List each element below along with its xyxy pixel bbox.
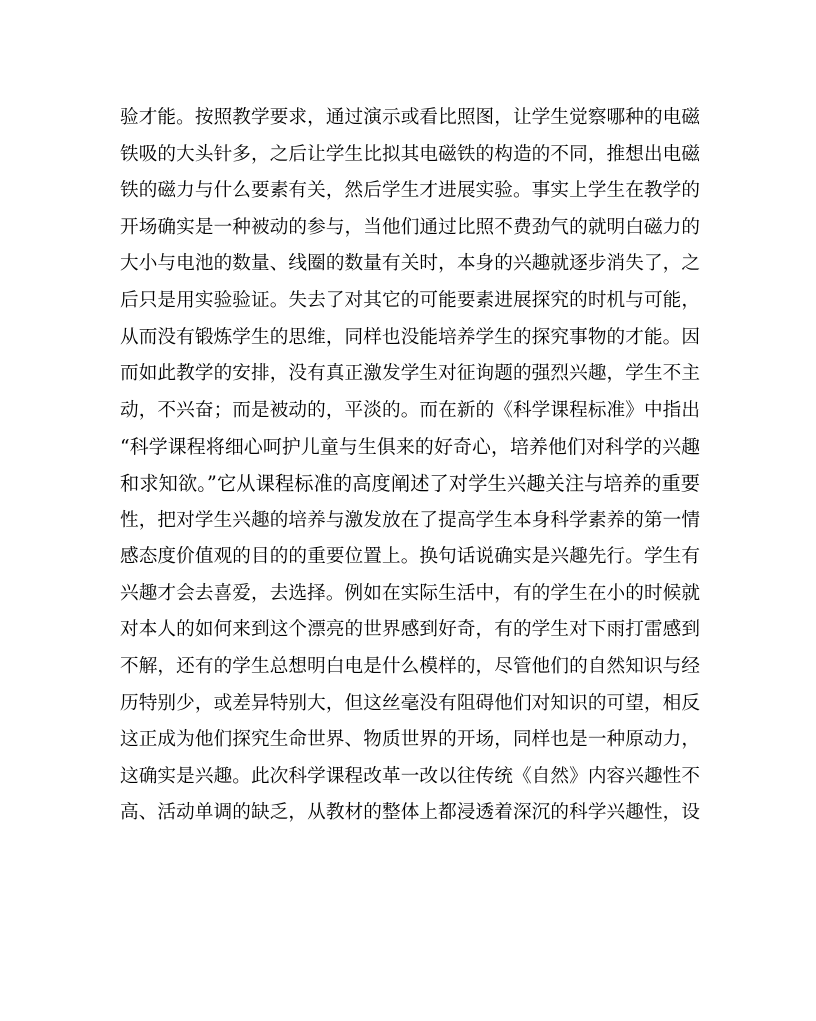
text-line: 开场确实是一种被动的参与，当他们通过比照不费劲气的就明白磁力的 [120, 216, 700, 238]
text-line: 后只是用实验验证。失去了对其它的可能要素进展探究的时机与可能， [120, 289, 700, 311]
text-line: 验才能。按照教学要求，通过演示或看比照图，让学生觉察哪种的电磁 [120, 107, 700, 128]
text-line: 和求知欲。”它从课程标准的高度阐述了对学生兴趣关注与培养的重要 [120, 471, 700, 495]
text-line: 不解，还有的学生总想明白电是什么模样的，尽管他们的自然知识与经 [120, 655, 700, 677]
text-line: 对本人的如何来到这个漂亮的世界感到好奇，有的学生对下雨打雷感到 [120, 619, 700, 641]
text-line: “科学课程将细心呵护儿童与生俱来的好奇心，培养他们对科学的兴趣 [120, 436, 700, 459]
body-text [120, 100, 700, 832]
text-line: 从而没有锻炼学生的思维，同样也没能培养学生的探究事物的才能。因 [120, 326, 700, 348]
text-line: 而如此教学的安排，没有真正激发学生对征询题的强烈兴趣，学生不主 [120, 363, 700, 385]
text-line: 这确实是兴趣。此次科学课程改革一改以往传统《自然》内容兴趣性不 [120, 765, 700, 787]
text-line: 感态度价值观的目的的重要位置上。换句话说确实是兴趣先行。学生有 [120, 546, 700, 568]
text-line: 性，把对学生兴趣的培养与激发放在了提高学生本身科学素养的第一情 [120, 509, 700, 531]
text-line: 这正成为他们探究生命世界、物质世界的开场，同样也是一种原动力， [120, 729, 700, 751]
text-line: 动，不兴奋；而是被动的，平淡的。而在新的《科学课程标准》中指出 [120, 399, 700, 421]
text-line: 兴趣才会去喜爱，去选择。例如在实际生活中，有的学生在小的时候就 [120, 582, 700, 604]
text-line: 大小与电池的数量、线圈的数量有关时，本身的兴趣就逐步消失了，之 [120, 253, 700, 275]
text-line: 铁吸的大头针多，之后让学生比拟其电磁铁的构造的不同，推想出电磁 [120, 143, 700, 165]
text-line: 高、活动单调的缺乏，从教材的整体上都浸透着深沉的科学兴趣性，设 [120, 802, 700, 824]
text-line: 历特别少，或差异特别大，但这丝毫没有阻碍他们对知识的可望，相反 [120, 692, 700, 714]
text-line: 铁的磁力与什么要素有关，然后学生才进展实验。事实上学生在教学的 [120, 180, 700, 202]
